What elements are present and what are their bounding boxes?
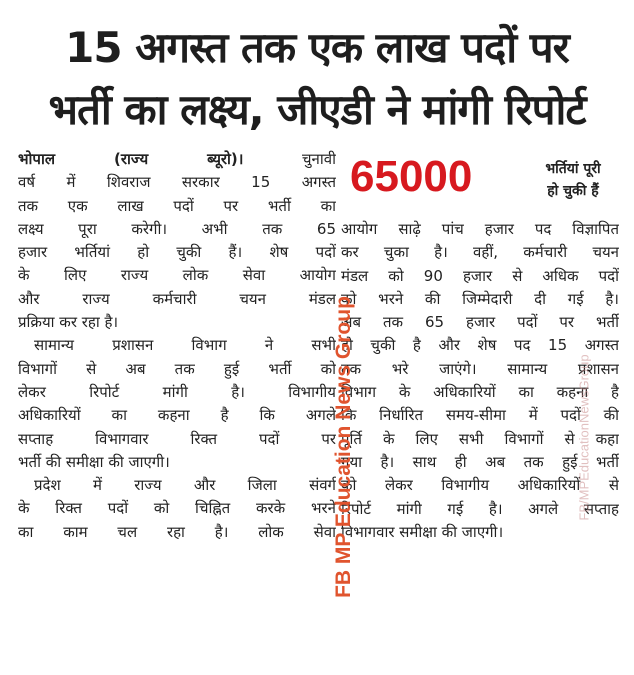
article-line: वर्ष में शिवराज सरकार 15 अगस्त: [18, 173, 336, 192]
article-line: विभागवार समीक्षा की जाएगी।: [341, 522, 504, 541]
article-left-column: [18, 148, 336, 544]
watermark-faint: [574, 250, 590, 630]
article-line: प्रक्रिया कर रहा है।: [18, 313, 119, 332]
article-line: तक एक लाख पदों पर भर्ती का: [18, 196, 336, 215]
watermark-main-text: FB MP Education News Group: [332, 296, 355, 598]
article-line: अब तक 65 हजार पदों पर भर्ती: [341, 313, 619, 332]
article-line: सामान्य प्रशासन विभाग ने सभी: [34, 336, 336, 355]
article-line: मंडल को 90 हजार से अधिक पदों: [341, 266, 619, 285]
byline: भोपाल (राज्य ब्यूरो)।: [18, 150, 244, 168]
article-line: पूर्ति के लिए सभी विभागों से कहा: [341, 429, 619, 448]
article-line: प्रदेश में राज्य और जिला संवर्ग: [34, 476, 336, 495]
stat-caption-line-1: भर्तियां पूरी: [545, 161, 601, 177]
article-line: [18, 148, 336, 171]
article-line: रिपोर्ट मांगी गई है। अगले सप्ताह: [341, 499, 619, 518]
article-line: गया है। साथ ही अब तक हुई भर्ती: [341, 452, 619, 471]
stat-caption-line-2: हो चुकी हैं: [547, 183, 599, 199]
article-line: कि निर्धारित समय-सीमा में पदों की: [341, 406, 619, 425]
article-line: भर्ती की समीक्षा की जाएगी।: [18, 452, 170, 471]
article-line: अधिकारियों का कहना है कि अगले: [18, 406, 336, 425]
watermark-faint-text: FB/MPEducationNewsGroup: [576, 354, 592, 521]
article-line: के रिक्त पदों को चिह्नित करके भरने: [18, 499, 336, 518]
article-line: को भरने की जिम्मेदारी दी गई है।: [341, 289, 619, 308]
stat-caption: [528, 158, 618, 202]
headline-line-2: भर्ती का लक्ष्य, जीएडी ने मांगी रिपोर्ट: [48, 85, 586, 134]
article-line: हजार भर्तियां हो चुकी हैं। शेष पदों: [18, 243, 336, 262]
article-line: लक्ष्य पूरा करेगी। अभी तक 65: [18, 219, 336, 238]
article-line: विभागों से अब तक हुई भर्ती को: [18, 359, 336, 378]
article-line: के लिए राज्य लोक सेवा आयोग: [18, 266, 336, 285]
article-line: आयोग साढ़े पांच हजार पद विज्ञापित: [341, 220, 619, 238]
article-text: चुनावी: [302, 150, 336, 168]
article-line: और राज्य कर्मचारी चयन मंडल: [18, 289, 336, 308]
article-line: सप्ताह विभागवार रिक्त पदों पर: [18, 429, 336, 448]
watermark-main: [332, 230, 355, 660]
article-line: लेकर रिपोर्ट मांगी है। विभागीय: [18, 382, 336, 401]
article-line: को लेकर विभागीय अधिकारियों से: [341, 476, 619, 495]
headline-line-1: 15 अगस्त तक एक लाख पदों पर: [65, 23, 569, 72]
article-line: का काम चल रहा है। लोक सेवा: [18, 522, 336, 541]
article-line: विभाग के अधिकारियों का कहना है: [341, 383, 619, 402]
article-line: कर चुका है। वहीं, कर्मचारी चयन: [341, 243, 619, 262]
stat-number: 65000: [350, 152, 473, 201]
article-line: हो चुकी है और शेष पद 15 अगस्त: [341, 336, 619, 355]
article-line: तक भरे जाएंगे। सामान्य प्रशासन: [341, 359, 619, 378]
